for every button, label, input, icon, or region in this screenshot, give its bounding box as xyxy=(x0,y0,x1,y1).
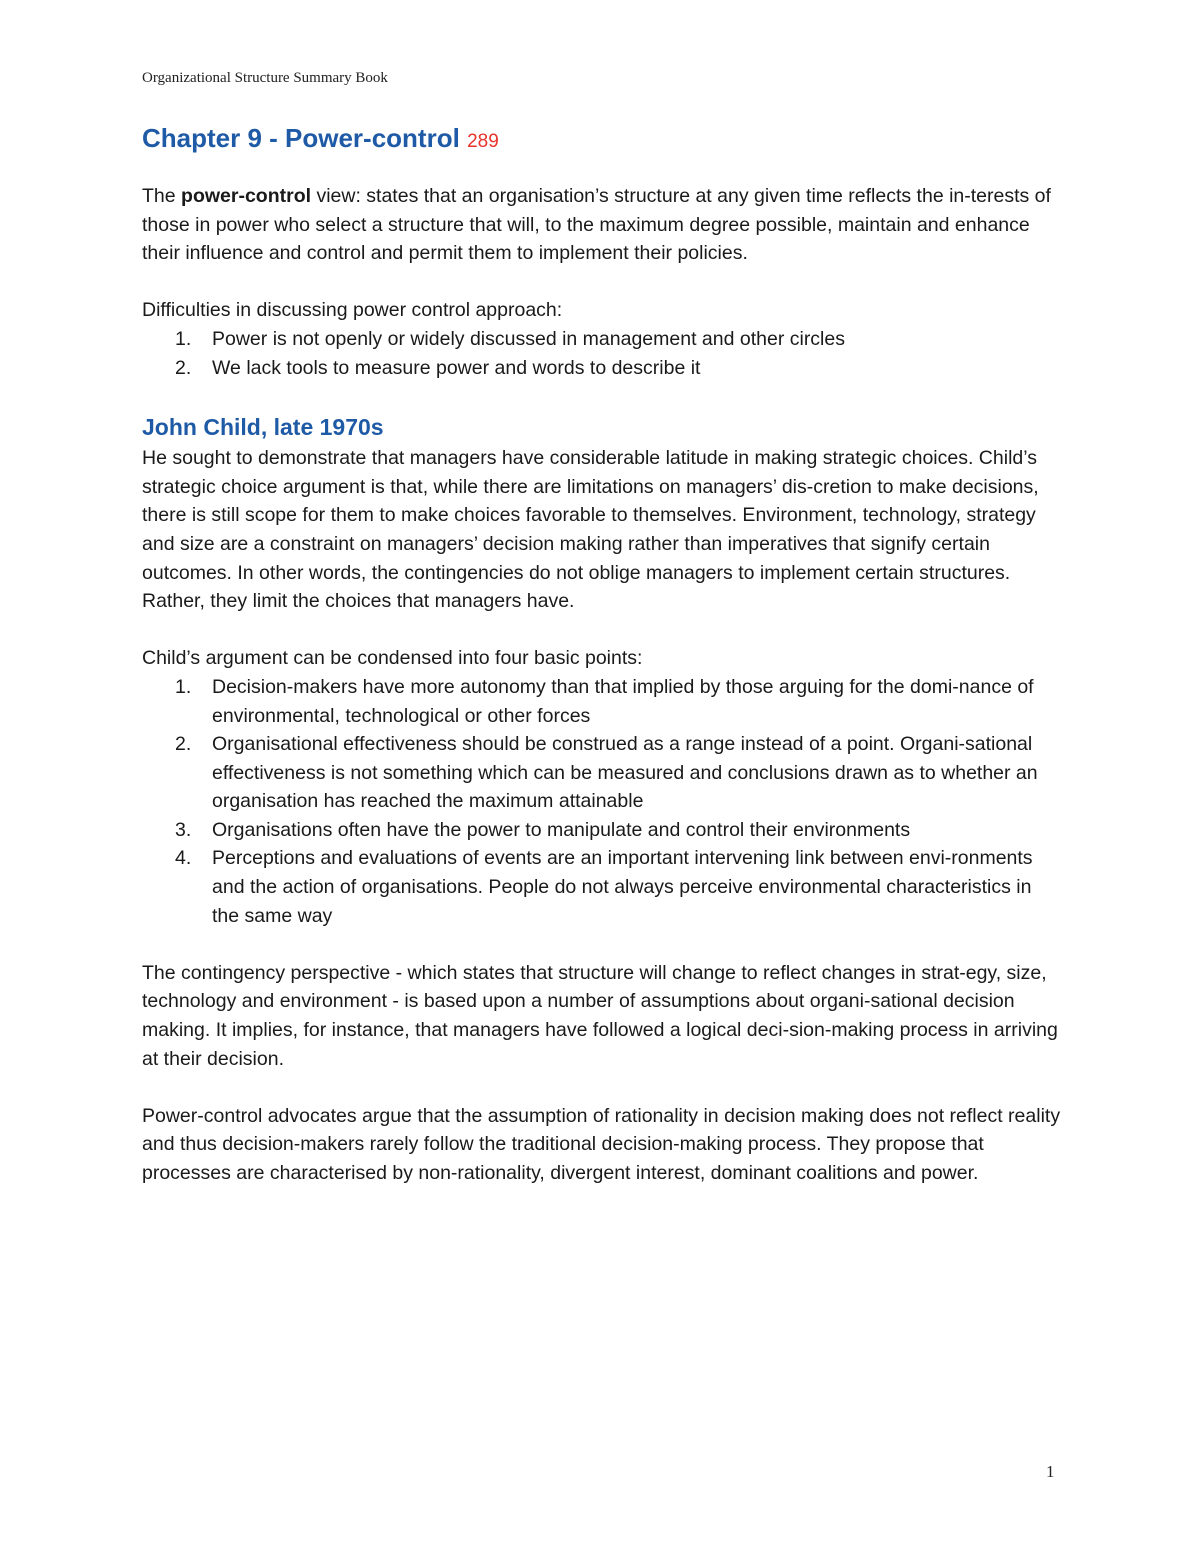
child-points-list xyxy=(142,673,1062,930)
list-item-text: Decision-makers have more autonomy than that implied by those arguing for the domi-nance of environmental, technological or other forces xyxy=(212,675,1034,727)
chapter-title xyxy=(142,120,1062,160)
difficulties-list xyxy=(142,325,1062,382)
intro-paragraph xyxy=(142,182,1062,268)
list-item xyxy=(142,673,1062,730)
list-item-number: 3. xyxy=(175,818,192,841)
chapter-title-text: Chapter 9 - Power-control xyxy=(142,123,460,153)
list-item xyxy=(142,816,1062,845)
advocates-paragraph: Power-control advocates argue that the assumption of rationality in decision making does not reflect reality and thus decision-makers rarely follow the traditional decision-making process. They propose that processes are characterised by non-rationality, divergent interest, dominant coalitions and power. xyxy=(142,1104,1061,1184)
list-item-text: Power is not openly or widely discussed in management and other circles xyxy=(212,327,845,350)
intro-text: view: states that an organisation’s structure at any given time reflects the in-terests of those in power who select a structure that will, to the maximum degree possible, maintain and enhance their influence and control and permit them to implement their policies. xyxy=(142,185,1051,265)
running-header: Organizational Structure Summary Book xyxy=(142,70,388,86)
list-item-text: Perceptions and evaluations of events are an important intervening link between envi-ronments and the action of organisations. People do not always perceive environmental characteristics in the same way xyxy=(212,847,1033,927)
page-number: 1 xyxy=(1046,1462,1055,1481)
list-item xyxy=(142,844,1062,930)
list-item-text: We lack tools to measure power and words to describe it xyxy=(212,356,701,379)
difficulties-lead: Difficulties in discussing power control approach: xyxy=(142,299,563,322)
list-item xyxy=(142,730,1062,816)
page-content xyxy=(142,120,1062,1188)
list-item xyxy=(142,325,1062,354)
list-item-number: 4. xyxy=(175,847,192,870)
section-title: John Child, late 1970s xyxy=(142,414,384,441)
list-item-number: 1. xyxy=(175,327,192,350)
list-item xyxy=(142,354,1062,383)
child-body-paragraph: He sought to demonstrate that managers have considerable latitude in making strategic choices. Child’s strategic choice argument is that, while there are limitations on managers’ dis-cretion to make decisions, there is still scope for them to make choices favorable to themselves. Environment, technology, strategy and size are a constraint on managers’ decision making rather than imperatives that signify certain outcomes. In other words, the contingencies do not oblige managers to implement certain structures. Rather, they limit the choices that managers have. xyxy=(142,447,1039,613)
list-item-number: 2. xyxy=(175,733,192,756)
intro-term: power-control xyxy=(181,185,312,207)
chapter-page-reference: 289 xyxy=(467,131,499,152)
child-points-lead: Child’s argument can be condensed into four basic points: xyxy=(142,647,643,670)
list-item-text: Organisational effectiveness should be construed as a range instead of a point. Organi-sational effectiveness is not something which can be measured and conclusions drawn as to whether an organisation has reached the maximum attainable xyxy=(212,733,1038,813)
list-item-number: 2. xyxy=(175,356,192,379)
list-item-number: 1. xyxy=(175,675,192,698)
contingency-paragraph: The contingency perspective - which states that structure will change to reflect changes in strat-egy, size, technology and environment - is based upon a number of assumptions about organi-sational decision making. It implies, for instance, that managers have followed a logical deci-sion-making process in arriving at their decision. xyxy=(142,961,1058,1070)
list-item-text: Organisations often have the power to manipulate and control their environments xyxy=(212,818,911,841)
intro-prefix: The xyxy=(142,185,182,207)
